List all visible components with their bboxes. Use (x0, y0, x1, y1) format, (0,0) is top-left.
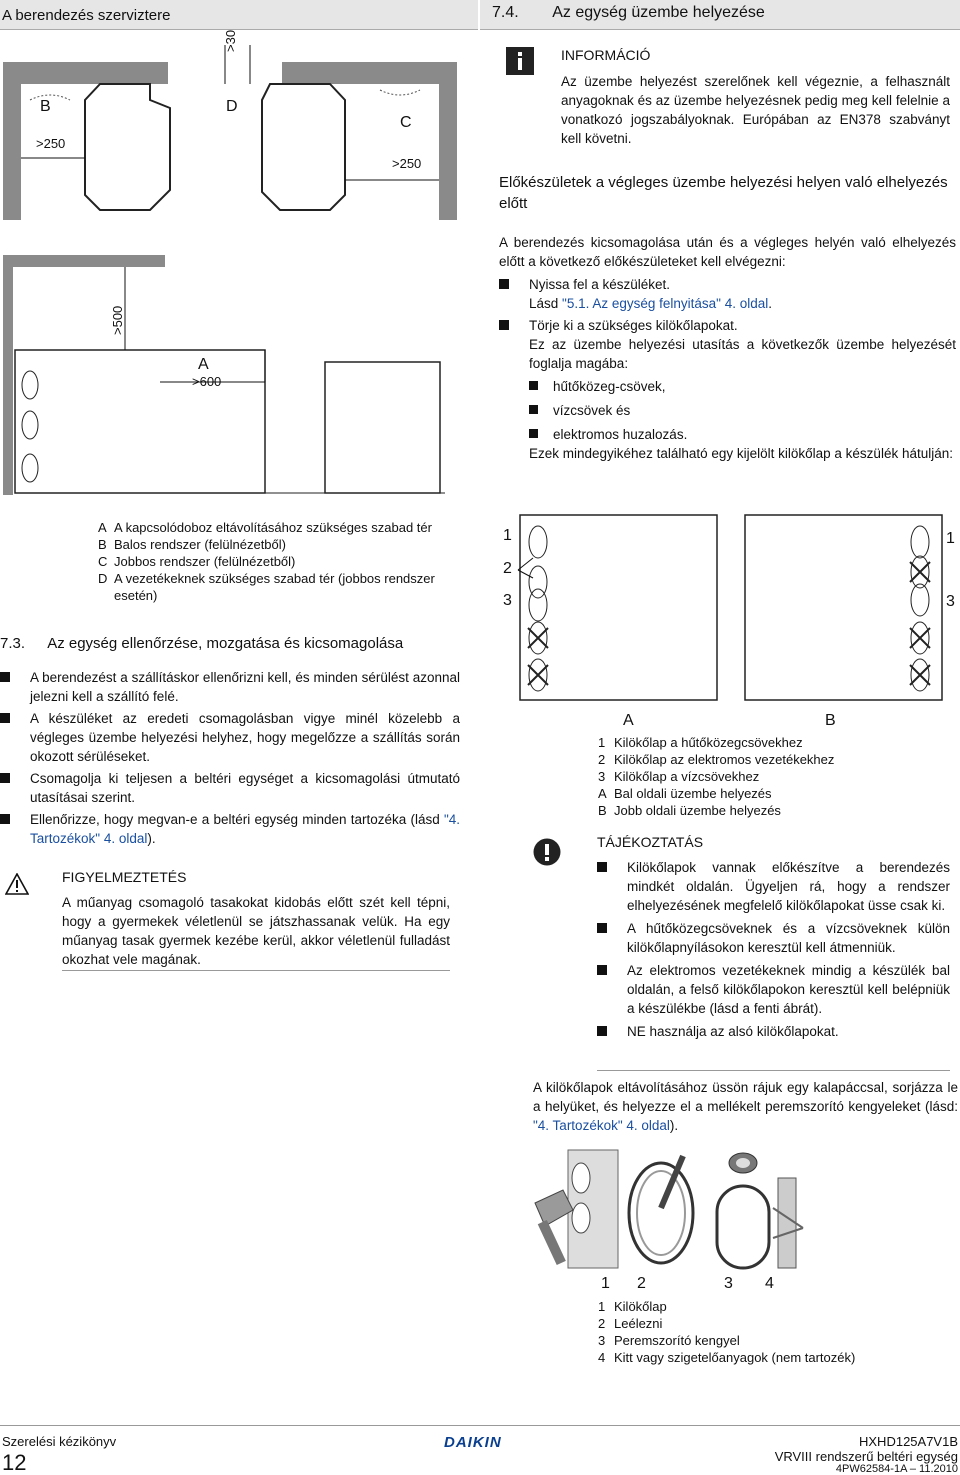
label-b-dim: >250 (36, 136, 66, 151)
legend-item: 3 Kilökőlap a vízcsövekhez (598, 769, 760, 784)
unit-back-left (520, 515, 717, 700)
wall-left (3, 62, 21, 220)
notice-list (597, 858, 950, 1041)
legend-item: 2 Kilökőlap az elektromos vezetékekhez (598, 752, 835, 767)
knock-label-r3: 3 (946, 593, 955, 610)
sub-item: vízcsövek és (529, 401, 956, 420)
section73-bullets (0, 668, 460, 848)
legend-item: B Jobb oldali üzembe helyezés (598, 803, 781, 818)
unit-outline-right (262, 84, 345, 210)
section-title: Az egység üzembe helyezése (552, 4, 765, 21)
label-c: C (400, 114, 412, 131)
label-d-dim: >30 (223, 29, 238, 52)
prep-heading: Előkészületek a végleges üzembe helyezési helyen való elhelyezés előtt (499, 174, 948, 212)
legend-item: A Bal oldali üzembe helyezés (598, 786, 772, 801)
notice-title: TÁJÉKOZTATÁS (597, 834, 704, 850)
label-b: B (40, 98, 51, 115)
legend-tools (598, 1298, 938, 1366)
unit-front-right (325, 362, 440, 493)
list-item: Az elektromos vezetékeknek mindig a készülék bal oldalán, a felső kilökőlapokon keresztül kell belépniük a készülékbe (lásd a fenti ábrát). (597, 961, 950, 1018)
footer-model: HXHD125A7V1B (859, 1434, 958, 1449)
tool-num-2: 2 (637, 1275, 646, 1292)
link-tartozekok[interactable]: "4. Tartozékok" 4. oldal (30, 812, 460, 846)
front-view-diagram (0, 250, 460, 500)
removal-text: A kilökőlapok eltávolításához üssön rájuk egy kalapáccsal, sorjázza le a helyüket, és helyezze el a mellékelt peremszorító kengyeleket (lásd: "4. Tartozékok" 4. oldal). (533, 1080, 958, 1133)
tool-num-1: 1 (601, 1275, 610, 1292)
info-title: INFORMÁCIÓ (561, 47, 651, 63)
tool-num-4: 4 (765, 1275, 774, 1292)
sub-item: elektromos huzalozás. (529, 425, 956, 444)
footer-doc: 4PW62584-1A – 11.2010 (835, 1463, 958, 1475)
wall-left-front (3, 255, 13, 495)
list-item: Törje ki a szükséges kilökőlapokat. Ez az üzembe helyezési utasítás a következők üzembe helyezését foglalja magába: hűtőközeg-csövek, vízcsövek és elektromos huzalozás. Ezek mindegyikéhez található egy kijelölt kilökőlap a készülék hátulján: (499, 316, 956, 463)
info-icon (506, 47, 534, 75)
legend-item: C Jobbos rendszer (felülnézetből) (98, 554, 296, 569)
legend-right (598, 734, 918, 819)
list-item: Kilökőlapok vannak előkészítve a berendezés mindkét oldalán. Ügyeljen rá, hogy a rendszer elhelyezésének megfelelő kilökőlapokat üsse csak ki. (597, 858, 950, 915)
wall-top-right (282, 62, 457, 84)
info-text: Az üzembe helyezést szerelőnek kell végeznie, a felhasznált anyagoknak és az üzembe helyezésnek pedig meg kell felelnie a vonatkozó jogszabályoknak. Európában az EN378 szabványt kell követni. (561, 74, 950, 146)
label-d: D (226, 98, 238, 115)
warning-text: A műanyag csomagoló tasakokat kidobás előtt szét kell tépni, hogy a gyermekek véletlenül se játszhassanak velük. Ha egy műanyag tasak gyermek kezébe kerül, akkor véletlenül fulladást okozhat vele magának. (62, 895, 450, 967)
clip-icon (717, 1186, 769, 1268)
unit-front-left (15, 350, 265, 493)
list-item: Nyissa fel a készüléket. Lásd "5.1. Az egység felnyitása" 4. oldal. (499, 275, 956, 313)
top-view-diagram (0, 40, 460, 220)
list-item: A készüléket az eredeti csomagolásban vigye minél közelebb a végleges üzembe helyezési helyhez, hogy megelőzze a szállítás során okozott sérüléseket. (0, 709, 460, 766)
sub-item: hűtőközeg-csövek, (529, 377, 956, 396)
label-a-dim: >600 (192, 374, 222, 389)
legend-item: 4 Kitt vagy szigetelőanyagok (nem tartozék) (598, 1350, 856, 1365)
list-item: A berendezést a szállításkor ellenőrizni kell, és minden sérülést azonnal jelezni kell a szállító felé. (0, 668, 460, 706)
link-tartozekok-2[interactable]: "4. Tartozékok" 4. oldal (533, 1118, 670, 1133)
footer-page-number: 12 (2, 1450, 27, 1475)
wall-top-left (3, 62, 168, 84)
legend-item: 2 Leélezni (598, 1316, 663, 1331)
knock-label-r1: 1 (946, 530, 955, 547)
tool-num-3: 3 (724, 1275, 733, 1292)
right-header (480, 0, 960, 30)
legend-item: A A kapcsolódoboz eltávolításához szükséges szabad tér (98, 520, 432, 535)
wall-right (439, 62, 457, 220)
list-item: NE használja az alsó kilökőlapokat. (597, 1022, 950, 1041)
legend-item: D A vezetékeknek szükséges szabad tér (jobbos rendszer esetén) (98, 571, 435, 603)
warning-title: FIGYELMEZTETÉS (62, 869, 187, 885)
knock-label-l3: 3 (503, 592, 512, 609)
left-header (0, 0, 478, 30)
section-number: 7.4. (492, 4, 519, 21)
section73-heading (0, 635, 403, 652)
label-a-front: A (198, 356, 209, 373)
section73-title: Az egység ellenőrzése, mozgatása és kicsomagolása (47, 635, 404, 652)
legend-left (98, 519, 468, 604)
knock-caption-a: A (623, 712, 634, 729)
footer-manual: Szerelési kézikönyv (2, 1434, 117, 1449)
hammer-icon (535, 1190, 573, 1226)
notice-icon (533, 838, 561, 866)
unit-outline-left (85, 84, 170, 210)
knock-caption-b: B (825, 712, 836, 729)
list-item: Csomagolja ki teljesen a beltéri egységet a kicsomagolási útmutató utasításai szerint. (0, 769, 460, 807)
legend-item: 1 Kilökőlap a hűtőközegcsövekhez (598, 735, 803, 750)
knockout-diagram (500, 510, 960, 710)
legend-item: 3 Peremszorító kengyel (598, 1333, 740, 1348)
legend-item: 1 Kilökőlap (598, 1299, 667, 1314)
knock-label-l1: 1 (503, 527, 512, 544)
prep-list (499, 275, 956, 463)
left-header-title: A berendezés szerviztere (2, 7, 171, 24)
warning-icon (5, 873, 29, 895)
section73-number: 7.3. (0, 635, 26, 652)
legend-item: B Balos rendszer (felülnézetből) (98, 537, 286, 552)
label-c-dim: >250 (392, 156, 422, 171)
knock-label-l2: 2 (503, 560, 512, 577)
footer-series: VRVIII rendszerű beltéri egység (774, 1449, 958, 1464)
list-item: Ellenőrizze, hogy megvan-e a beltéri egység minden tartozéka (lásd "4. Tartozékok" 4. oldal). (0, 810, 460, 848)
prep-intro: A berendezés kicsomagolása után és a végleges helyén való elhelyezés előtt a következő előkészületeket kell elvégezni: (499, 235, 956, 269)
link-felnyitas[interactable]: "5.1. Az egység felnyitása" 4. oldal (562, 296, 769, 311)
list-item: A hűtőközegcsöveknek és a vízcsöveknek külön kilökőlapnyílásokon keresztül kell átmenniük. (597, 919, 950, 957)
footer-brand-logo: DAIKIN (444, 1434, 502, 1451)
label-dim-500: >500 (110, 305, 125, 335)
tools-diagram (533, 1148, 813, 1278)
ceiling-block (3, 255, 165, 267)
